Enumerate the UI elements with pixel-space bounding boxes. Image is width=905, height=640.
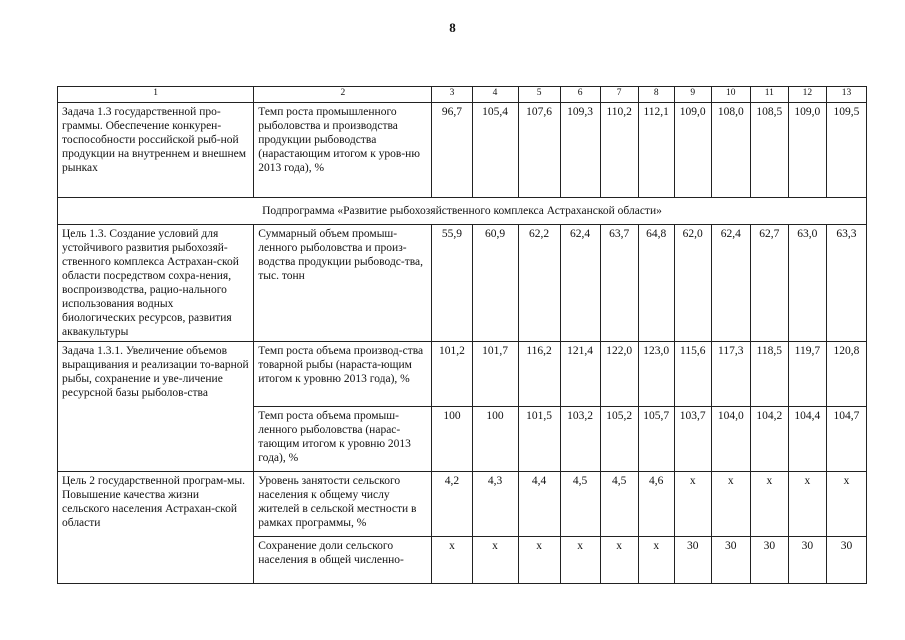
value-cell: 30 [826, 537, 866, 584]
value-cell: 103,7 [674, 407, 711, 472]
value-cell: 30 [711, 537, 750, 584]
value-cell: 4,5 [560, 472, 600, 537]
subprogram-row [58, 198, 867, 225]
value-cell: 120,8 [826, 342, 866, 407]
header-cell: 6 [560, 87, 600, 103]
header-cell: 5 [518, 87, 560, 103]
value-cell: 115,6 [674, 342, 711, 407]
header-cell: 7 [600, 87, 638, 103]
value-cell: 122,0 [600, 342, 638, 407]
value-cell: 117,3 [711, 342, 750, 407]
value-cell: 63,3 [826, 225, 866, 342]
value-cell: 96,7 [432, 103, 472, 198]
value-cell: 30 [750, 537, 788, 584]
page-number: 8 [449, 20, 456, 35]
value-cell: 30 [674, 537, 711, 584]
value-cell: 62,4 [560, 225, 600, 342]
value-cell: 105,7 [638, 407, 674, 472]
value-cell: 101,5 [518, 407, 560, 472]
value-cell: 108,5 [750, 103, 788, 198]
value-cell: x [750, 472, 788, 537]
header-cell: 4 [472, 87, 518, 103]
value-cell: 110,2 [600, 103, 638, 198]
value-cell: 107,6 [518, 103, 560, 198]
header-cell: 8 [638, 87, 674, 103]
header-cell: 12 [788, 87, 826, 103]
goal-cell: Цель 1.3. Создание условий для устойчивого развития рыбохозяй-ственного комплекса Астрахан-ской области посредством сохра-нения, воспроизводства, рацио-нального использования водных биологических ресурсов, развития аквакультуры [58, 225, 254, 342]
value-cell: 62,0 [674, 225, 711, 342]
value-cell: x [826, 472, 866, 537]
value-cell: 101,7 [472, 342, 518, 407]
value-cell: 101,2 [432, 342, 472, 407]
value-cell: x [788, 472, 826, 537]
value-cell: x [674, 472, 711, 537]
value-cell: 108,0 [711, 103, 750, 198]
value-cell: 112,1 [638, 103, 674, 198]
indicator-cell: Темп роста объема промыш-ленного рыболовства (нарас-тающим итогом к уровню 2013 года), % [254, 407, 432, 472]
value-cell: 104,4 [788, 407, 826, 472]
indicator-cell: Уровень занятости сельского населения к общему числу жителей в сельской местности в рамках программы, % [254, 472, 432, 537]
goal-cell: Задача 1.3 государственной про-граммы. Обеспечение конкурен-тоспособности российской рыб-ной продукции на внутреннем и внешнем рынках [58, 103, 254, 198]
value-cell: 55,9 [432, 225, 472, 342]
value-cell: 109,5 [826, 103, 866, 198]
value-cell: 109,0 [674, 103, 711, 198]
value-cell: 104,0 [711, 407, 750, 472]
table-row [58, 472, 867, 537]
value-cell: 100 [472, 407, 518, 472]
value-cell: 62,7 [750, 225, 788, 342]
value-cell: x [638, 537, 674, 584]
value-cell: 4,4 [518, 472, 560, 537]
table-row [58, 103, 867, 198]
value-cell: x [600, 537, 638, 584]
value-cell: 4,6 [638, 472, 674, 537]
value-cell: x [560, 537, 600, 584]
value-cell: 4,3 [472, 472, 518, 537]
value-cell: x [432, 537, 472, 584]
table-row [58, 225, 867, 342]
value-cell: 104,7 [826, 407, 866, 472]
header-cell: 13 [826, 87, 866, 103]
value-cell: 119,7 [788, 342, 826, 407]
subprogram-title: Подпрограмма «Развитие рыбохозяйственного комплекса Астраханской области» [58, 198, 867, 225]
value-cell: x [518, 537, 560, 584]
indicators-table [57, 86, 867, 584]
value-cell: 63,7 [600, 225, 638, 342]
indicator-cell: Сохранение доли сельского населения в общей численно- [254, 537, 432, 584]
goal-cell: Задача 1.3.1. Увеличение объемов выращивания и реализации то-варной рыбы, сохранение и уве-личение ресурсной базы рыболов-ства [58, 342, 254, 472]
header-row [58, 87, 867, 103]
value-cell: 116,2 [518, 342, 560, 407]
value-cell: 64,8 [638, 225, 674, 342]
value-cell: 104,2 [750, 407, 788, 472]
header-cell: 2 [254, 87, 432, 103]
header-cell: 9 [674, 87, 711, 103]
indicator-cell: Суммарный объем промыш-ленного рыболовства и произ-водства продукции рыбоводс-тва, тыс. тонн [254, 225, 432, 342]
table-row [58, 342, 867, 407]
indicator-cell: Темп роста объема производ-ства товарной рыбы (нараста-ющим итогом к уровню 2013 года), % [254, 342, 432, 407]
value-cell: 105,4 [472, 103, 518, 198]
value-cell: 4,5 [600, 472, 638, 537]
goal-cell: Цель 2 государственной програм-мы. Повышение качества жизни сельского населения Астрахан-ской области [58, 472, 254, 584]
value-cell: 105,2 [600, 407, 638, 472]
value-cell: 63,0 [788, 225, 826, 342]
value-cell: 121,4 [560, 342, 600, 407]
indicator-cell: Темп роста промышленного рыболовства и производства продукции рыбоводства (нарастающим итогом к уров-ню 2013 года), % [254, 103, 432, 198]
value-cell: 62,2 [518, 225, 560, 342]
header-cell: 1 [58, 87, 254, 103]
value-cell: 100 [432, 407, 472, 472]
value-cell: 103,2 [560, 407, 600, 472]
header-cell: 10 [711, 87, 750, 103]
value-cell: 109,3 [560, 103, 600, 198]
header-cell: 11 [750, 87, 788, 103]
value-cell: 118,5 [750, 342, 788, 407]
value-cell: 30 [788, 537, 826, 584]
value-cell: 123,0 [638, 342, 674, 407]
header-cell: 3 [432, 87, 472, 103]
value-cell: 60,9 [472, 225, 518, 342]
value-cell: x [472, 537, 518, 584]
value-cell: 109,0 [788, 103, 826, 198]
value-cell: 4,2 [432, 472, 472, 537]
value-cell: 62,4 [711, 225, 750, 342]
value-cell: x [711, 472, 750, 537]
